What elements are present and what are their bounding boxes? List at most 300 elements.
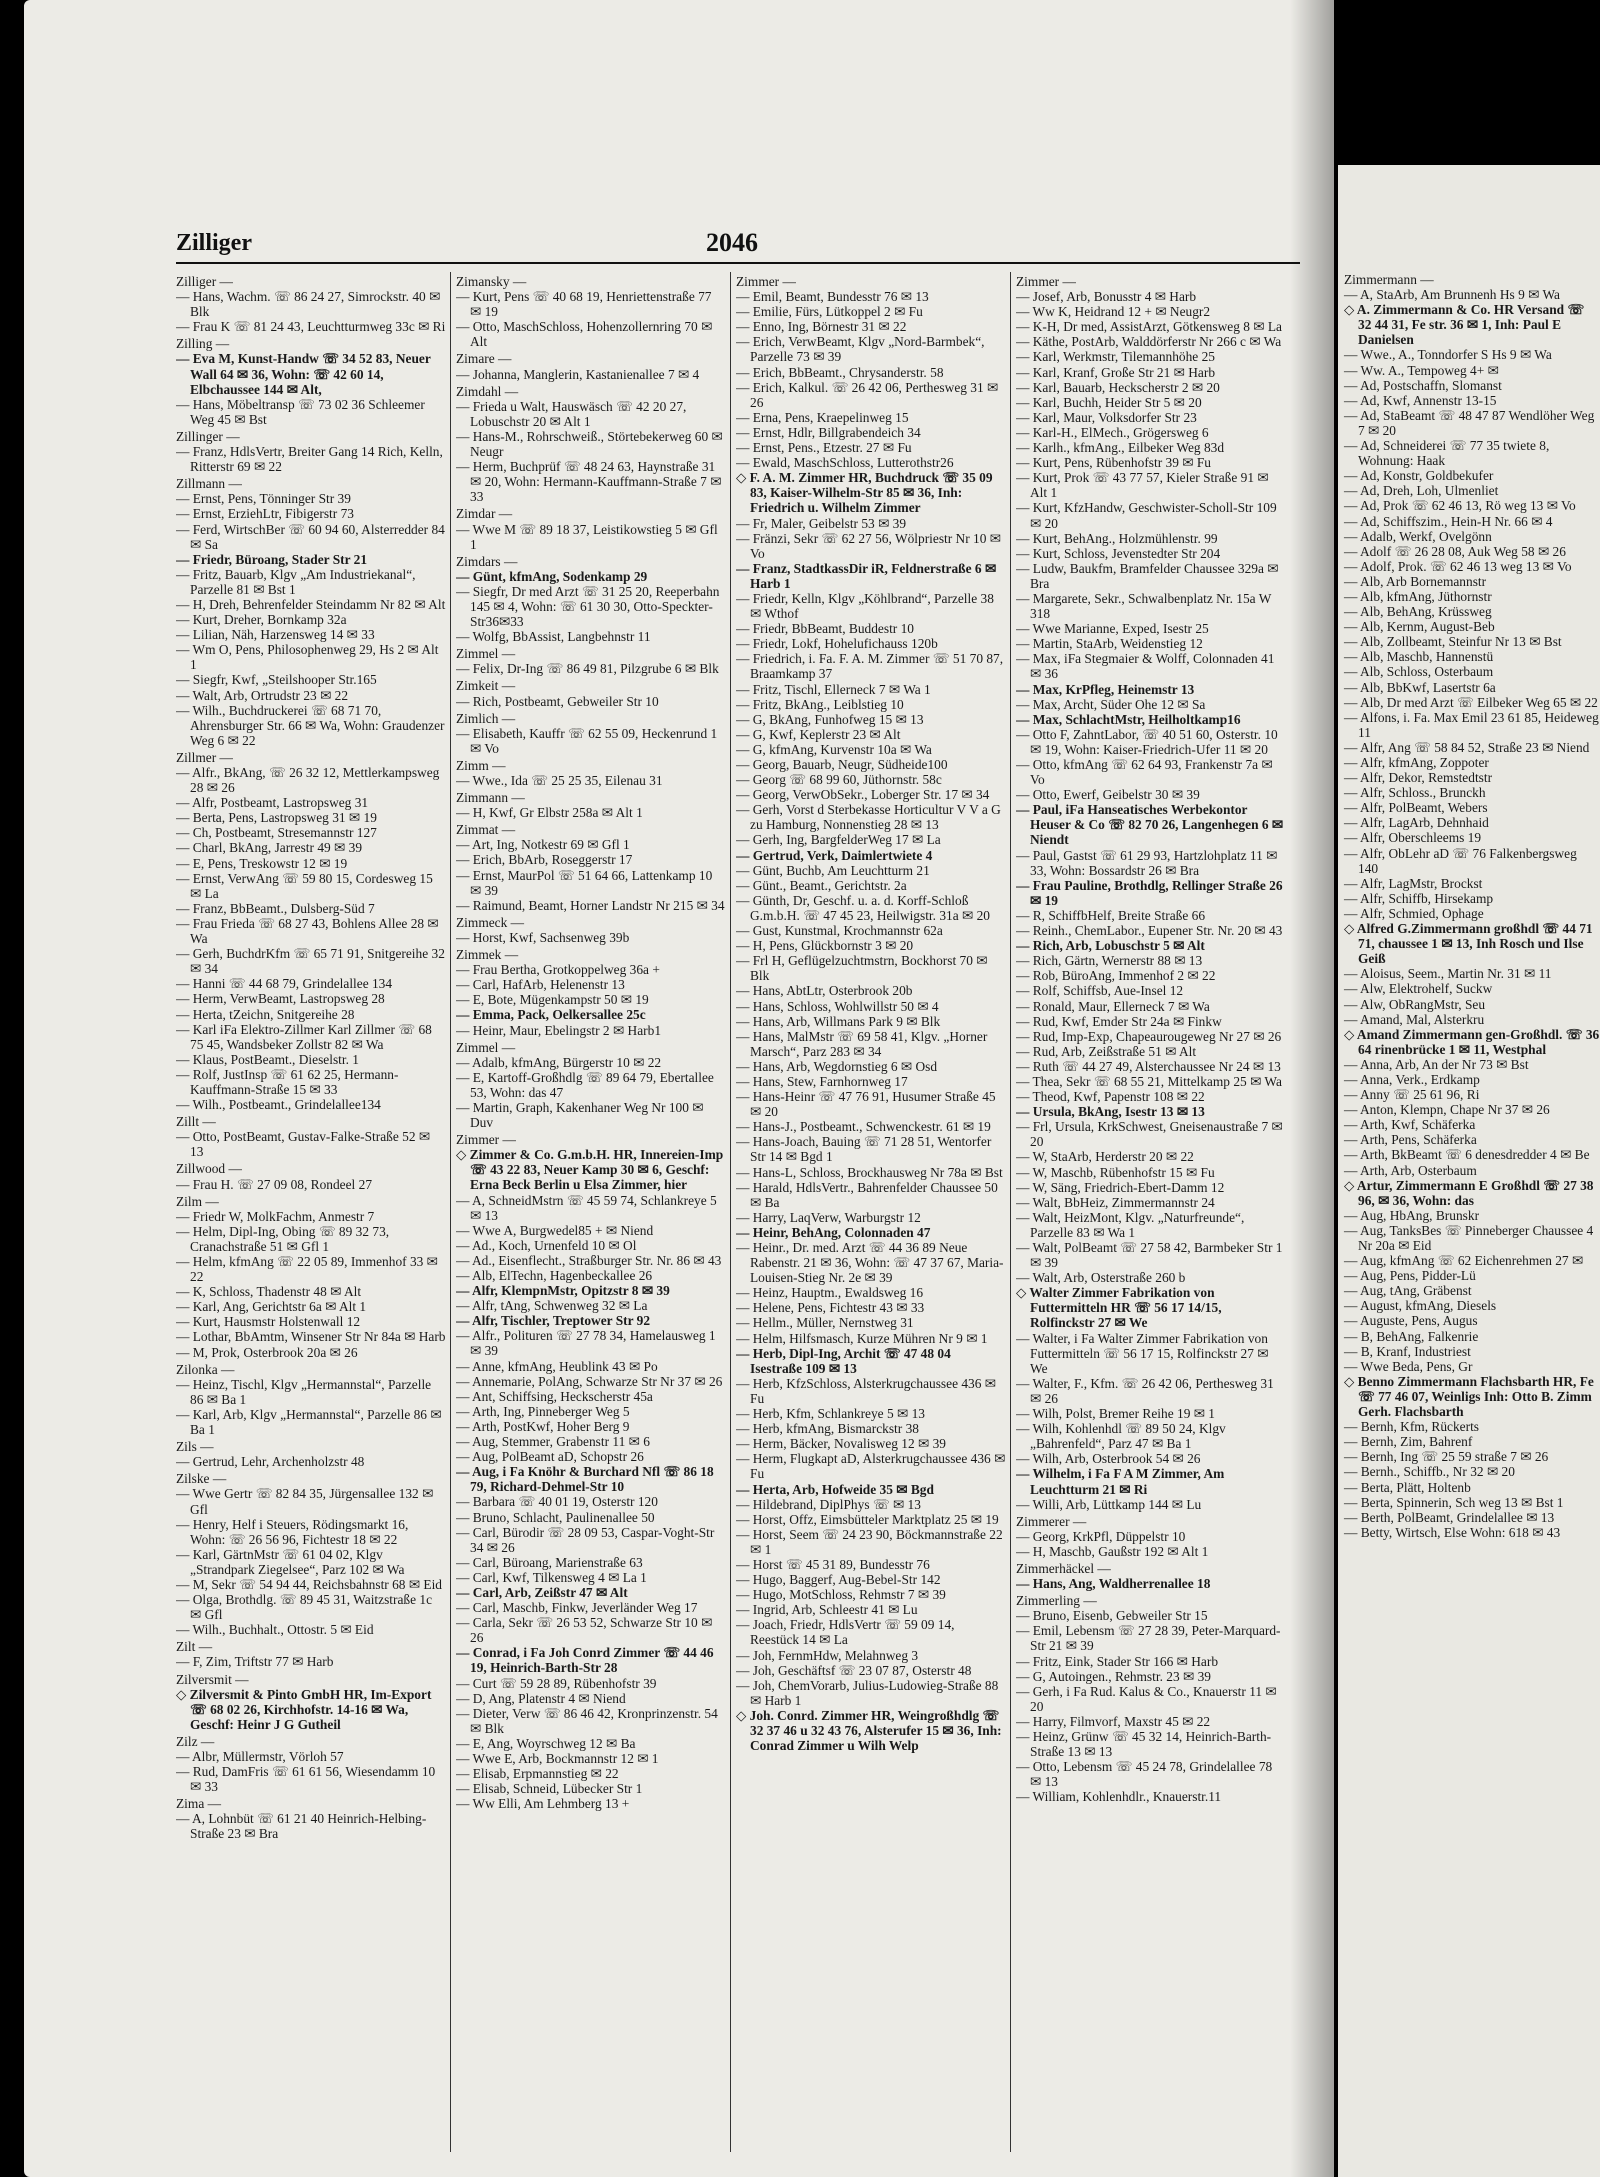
directory-entry: — Otto F, ZahntLabor, ☏ 40 51 60, Osterstr. 10 ✉ 19, Wohn: Kaiser-Friedrich-Ufer 11 ✉ 20 — [1016, 726, 1278, 757]
directory-entry: — Gerh, Vorst d Sterbekasse Horticultur V V a G zu Hamburg, Nonnenstieg 28 ✉ 13 — [736, 802, 1001, 833]
directory-entry: — Carl, Maschb, Finkw, Jeverländer Weg 17 — [456, 1600, 698, 1616]
directory-entry: — Ch, Postbeamt, Stresemannstr 127 — [176, 825, 377, 841]
directory-entry: — Heinr, Maur, Ebelingstr 2 ✉ Harb1 — [456, 1022, 662, 1038]
directory-entry: — Art, Ing, Notkestr 69 ✉ Gfl 1 — [456, 837, 630, 853]
directory-entry: — Ewald, MaschSchloss, Lutterothstr26 — [736, 455, 954, 471]
firm-entry: ◇ Zimmer & Co. G.m.b.H. HR, Innereien-Imp ☏ 43 22 83, Neuer Kamp 30 ✉ 6, Geschf: Erna Beck Berlin u Elsa Zimmer, hier — [456, 1147, 724, 1193]
directory-entry: — Gerh, BuchdrKfm ☏ 65 71 91, Snitgereihe 32 ✉ 34 — [176, 946, 445, 977]
surname-heading: Zimmerhäckel — — [1016, 1560, 1111, 1576]
right-page-column — [1344, 270, 1600, 1540]
directory-entry: — Alfr, LagArb, Dehnhaid — [1344, 815, 1489, 831]
running-head-name: Zilliger — [176, 230, 252, 256]
directory-entry: — Erich, BbArb, Roseggerstr 17 — [456, 852, 633, 868]
directory-entry: — Ad., Koch, Urnenfeld 10 ✉ Ol — [456, 1237, 637, 1253]
firm-entry: ◇ Artur, Zimmermann E Großhdl ☏ 27 38 96, ✉ 36, Wohn: das — [1344, 1177, 1594, 1208]
directory-entry: — Enno, Ing, Börnestr 31 ✉ 22 — [736, 319, 907, 335]
surname-heading: Zimmel — — [456, 646, 516, 662]
directory-entry: — Harry, Filmvorf, Maxstr 45 ✉ 22 — [1016, 1713, 1211, 1729]
directory-entry: — Albr, Müllermstr, Vörloh 57 — [176, 1749, 344, 1764]
directory-entry: — Fritz, Tischl, Ellerneck 7 ✉ Wa 1 — [736, 681, 931, 697]
directory-entry: — Kurt, Prok ☏ 43 77 57, Kieler Straße 91 ✉ Alt 1 — [1016, 470, 1269, 501]
directory-entry: — Ad, Schneiderei ☏ 77 35 twiete 8, Wohnung: Haak — [1344, 438, 1550, 469]
column-3 — [736, 272, 1006, 2162]
directory-entry: — Bruno, Eisenb, Gebweiler Str 15 — [1016, 1608, 1208, 1624]
directory-entry: — E, Bote, Mügenkampstr 50 ✉ 19 — [456, 992, 649, 1008]
directory-entry: — Ad, Konstr, Goldbekufer — [1344, 468, 1494, 484]
surname-heading: Zilliger — — [176, 274, 233, 289]
directory-entry: — Arth, BkBeamt ☏ 6 denesdredder 4 ✉ Be — [1344, 1147, 1590, 1163]
running-head — [176, 228, 1300, 264]
directory-entry: — Herm, Flugkapt aD, Alsterkrugchaussee 436 ✉ Fu — [736, 1451, 1006, 1482]
directory-entry: — Aug, TanksBes ☏ Pinneberger Chaussee 4 Nr 20a ✉ Eid — [1344, 1222, 1594, 1253]
directory-entry: — Ernst, Pens, Tönninger Str 39 — [176, 491, 351, 507]
directory-entry: — Emma, Pack, Oelkersallee 25c — [456, 1007, 646, 1023]
directory-entry: — Ww. A., Tempoweg 4+ ✉ — [1344, 362, 1499, 378]
directory-entry: — Walt, Arb, Ortrudstr 23 ✉ 22 — [176, 687, 349, 703]
firm-entry: ◇ Walter Zimmer Fabrikation von Futtermitteln HR ☏ 56 17 14/15, Rolfinckstr 27 ✉ We — [1016, 1285, 1222, 1331]
directory-entry: — Walter, F., Kfm. ☏ 26 42 06, Perthesweg 31 ✉ 26 — [1016, 1375, 1274, 1406]
directory-entry: — Ww K, Heidrand 12 + ✉ Neugr2 — [1016, 304, 1211, 320]
directory-entry: — Elisab, Schneid, Lübecker Str 1 — [456, 1781, 643, 1797]
directory-entry: — R, SchiffbHelf, Breite Straße 66 — [1016, 907, 1206, 923]
directory-entry: — Karlh., kfmAng., Eilbeker Weg 83d — [1016, 440, 1225, 456]
directory-entry: — Hans-L, Schloss, Brockhausweg Nr 78a ✉ Bst — [736, 1164, 1003, 1180]
directory-entry: — W, StaArb, Herderstr 20 ✉ 22 — [1016, 1149, 1194, 1165]
directory-entry: — Otto, PostBeamt, Gustav-Falke-Straße 52 ✉ 13 — [176, 1129, 431, 1160]
directory-entry: — Carl, Arb, Zeißstr 47 ✉ Alt — [456, 1584, 628, 1600]
firm-entry: ◇ Amand Zimmermann gen-Großhdl. ☏ 36 64 rinenbrücke 1 ✉ 11, Westphal — [1344, 1026, 1600, 1057]
directory-entry: — Anne, kfmAng, Heublink 43 ✉ Po — [456, 1358, 658, 1374]
directory-entry: — Alfr, Dekor, Remstedtstr — [1344, 770, 1493, 786]
directory-entry: — H, Maschb, Gaußstr 192 ✉ Alt 1 — [1016, 1543, 1209, 1559]
directory-entry: — Karl iFa Elektro-Zillmer Karl Zillmer ☏ 68 75 45, Wandsbeker Zollstr 82 ✉ Wa — [176, 1021, 432, 1052]
directory-entry: — Erich, Kalkul. ☏ 26 42 06, Perthesweg 31 ✉ 26 — [736, 379, 999, 410]
surname-heading: Zimmer — — [1016, 274, 1076, 289]
directory-entry: — Wilhelm, i Fa F A M Zimmer, Am Leuchtturm 21 ✉ Ri — [1016, 1466, 1225, 1497]
directory-entry: — Friedrich, i. Fa. F. A. M. Zimmer ☏ 51 70 87, Braamkamp 37 — [736, 651, 1004, 682]
directory-entry: — Heinz, Hauptm., Ewaldsweg 16 — [736, 1285, 924, 1301]
directory-entry: — Gerh, Ing, BargfelderWeg 17 ✉ La — [736, 832, 941, 848]
firm-entry: ◇ F. A. M. Zimmer HR, Buchdruck ☏ 35 09 83, Kaiser-Wilhelm-Str 85 ✉ 36, Inh: Friedrich u. Wilhelm Zimmer — [736, 470, 993, 516]
directory-entry: — Berta, Spinnerin, Sch weg 13 ✉ Bst 1 — [1344, 1494, 1564, 1510]
directory-entry: — Friedr, Lokf, Hohelufichauss 120b — [736, 636, 938, 652]
directory-entry: — Ernst, ErziehLtr, Fibigerstr 73 — [176, 506, 354, 522]
directory-entry: — Lilian, Näh, Harzensweg 14 ✉ 33 — [176, 627, 375, 643]
directory-entry: — Rich, Arb, Lobuschstr 5 ✉ Alt — [1016, 938, 1205, 954]
directory-entry: — Rich, Postbeamt, Gebweiler Str 10 — [456, 693, 659, 709]
directory-entry: — Wolfg, BbAssist, Langbehnstr 11 — [456, 629, 651, 645]
surname-heading: Zilonka — — [176, 1361, 235, 1377]
directory-entry: — Ronald, Maur, Ellerneck 7 ✉ Wa — [1016, 998, 1210, 1014]
directory-entry: — Emilie, Fürs, Lütkoppel 2 ✉ Fu — [736, 304, 923, 320]
firm-entry: ◇ Zilversmit & Pinto GmbH HR, Im-Export ☏ 68 02 26, Kirchhofstr. 14-16 ✉ Wa, Geschf: Heinr J G Gutheil — [176, 1686, 432, 1732]
directory-entry: — Carl, HafArb, Helenenstr 13 — [456, 977, 625, 993]
directory-entry: — Hans-Joach, Bauing ☏ 71 28 51, Wentorfer Str 14 ✉ Bgd 1 — [736, 1134, 992, 1165]
directory-entry: — Alb, Zollbeamt, Steinfur Nr 13 ✉ Bst — [1344, 634, 1562, 650]
directory-entry: — Arth, Ing, Pinneberger Weg 5 — [456, 1403, 630, 1419]
directory-entry: — G, kfmAng, Kurvenstr 10a ✉ Wa — [736, 741, 932, 757]
directory-entry: — Fritz, Eink, Stader Str 166 ✉ Harb — [1016, 1653, 1219, 1669]
surname-heading: Zimlich — — [456, 710, 516, 726]
directory-entry: — Otto, kfmAng ☏ 62 64 93, Frankenstr 7a ✉ Vo — [1016, 757, 1273, 788]
directory-entry: — Frau K ☏ 81 24 43, Leuchtturmweg 33c ✉ Ri — [176, 319, 446, 335]
directory-entry: — Kurt, Schloss, Jevenstedter Str 204 — [1016, 545, 1221, 561]
directory-entry: — Kurt, KfzHandw, Geschwister-Scholl-Str 109 ✉ 20 — [1016, 500, 1277, 531]
directory-entry: — Berta, Pens, Lastropsweg 31 ✉ 19 — [176, 810, 377, 826]
directory-entry: — Franz, BbBeamt., Dulsberg-Süd 7 — [176, 900, 375, 916]
directory-entry: — Thea, Sekr ☏ 68 55 21, Mittelkamp 25 ✉ Wa — [1016, 1073, 1282, 1089]
directory-entry: — Joh, ChemVorarb, Julius-Ludowieg-Straße 88 ✉ Harb 1 — [736, 1677, 999, 1708]
directory-entry: — Wwe., Ida ☏ 25 25 35, Eilenau 31 — [456, 773, 663, 788]
directory-entry: — Lothar, BbAmtm, Winsener Str Nr 84a ✉ Harb — [176, 1329, 446, 1345]
directory-entry: — Herm, Bäcker, Novalisweg 12 ✉ 39 — [736, 1436, 947, 1452]
column-2 — [456, 272, 726, 2162]
directory-entry: — Hans, Ang, Waldherrenallee 18 — [1016, 1576, 1211, 1592]
directory-entry: — Wwe Marianne, Exped, Isestr 25 — [1016, 621, 1209, 637]
directory-entry: — Alfr., BkAng, ☏ 26 32 12, Mettlerkampsweg 28 ✉ 26 — [176, 765, 440, 796]
directory-entry: — Alfr, kfmAng, Zoppoter — [1344, 755, 1489, 770]
directory-entry: — F, Zim, Triftstr 77 ✉ Harb — [176, 1654, 334, 1670]
surname-heading: Zils — — [176, 1439, 214, 1455]
directory-entry: — Max, iFa Stegmaier & Wolff, Colonnaden 41 ✉ 36 — [1016, 651, 1275, 682]
directory-entry: — Arth, Pens, Schäferka — [1344, 1132, 1477, 1148]
directory-entry: — Helene, Pens, Fichtestr 43 ✉ 33 — [736, 1300, 925, 1316]
directory-entry: — Horst, Kwf, Sachsenweg 39b — [456, 929, 630, 945]
directory-entry: — Kurt, Dreher, Bornkamp 32a — [176, 612, 347, 628]
directory-entry: — Hans, Möbeltransp ☏ 73 02 36 Schleemer Weg 45 ✉ Bst — [176, 396, 425, 427]
directory-entry: — Rud, Imp-Exp, Chapeaurougeweg Nr 27 ✉ 26 — [1016, 1028, 1282, 1044]
directory-entry: — Wm O, Pens, Philosophenweg 29, Hs 2 ✉ Alt 1 — [176, 642, 439, 673]
directory-entry: — Ad, Prok ☏ 62 46 13, Rö weg 13 ✉ Vo — [1344, 498, 1576, 514]
directory-entry: — H, Dreh, Behrenfelder Steindamm Nr 82 ✉ Alt — [176, 596, 446, 612]
directory-entry: — Erich, VerwBeamt, Klgv „Nord-Barmbek“, Parzelle 73 ✉ 39 — [736, 334, 985, 365]
directory-entry: — Frau H. ☏ 27 09 08, Rondeel 27 — [176, 1176, 373, 1192]
surname-heading: Zimm — — [456, 757, 506, 773]
directory-entry: — Karl, Bauarb, Heckscherstr 2 ✉ 20 — [1016, 379, 1220, 395]
directory-entry: — Günth, Dr, Geschf. u. a. d. Korff-Schloß G.m.b.H. ☏ 47 45 23, Heilwigstr. 31a ✉ 20 — [736, 892, 990, 923]
directory-entry: — Frieda u Walt, Hauswäsch ☏ 42 20 27, Lobuschstr 20 ✉ Alt 1 — [456, 398, 687, 429]
directory-entry: — Siegfr, Dr med Arzt ☏ 31 25 20, Reeperbahn 145 ✉ 4, Wohn: ☏ 61 30 30, Otto-Speckter-Str36✉33 — [456, 583, 720, 630]
directory-entry: — Ad, StaBeamt ☏ 48 47 87 Wendlöher Weg 7 ✉ 20 — [1344, 407, 1595, 438]
column-rule — [1010, 272, 1011, 2152]
directory-entry: — Paul, iFa Hanseatisches Werbekontor Heuser & Co ☏ 82 70 26, Langenhegen 6 ✉ Niendt — [1016, 802, 1284, 848]
right-page-heading: Zimmermann — — [1344, 272, 1434, 287]
directory-entry: — Kurt, BehAng., Holzmühlenstr. 99 — [1016, 530, 1218, 546]
directory-entry: — Alfr, PolBeamt, Webers — [1344, 800, 1488, 816]
directory-entry: — Karl, GärtnMstr ☏ 61 04 02, Klgv „Strandpark Ziegelsee“, Parz 102 ✉ Wa — [176, 1546, 405, 1577]
surname-heading: Zimmek — — [456, 947, 519, 963]
directory-entry: — K, Schloss, Thadenstr 48 ✉ Alt — [176, 1284, 362, 1300]
directory-entry: — Dieter, Verw ☏ 86 46 42, Kronprinzenstr. 54 ✉ Blk — [456, 1705, 718, 1736]
directory-entry: — H, Kwf, Gr Elbstr 258a ✉ Alt 1 — [456, 805, 643, 821]
directory-entry: — Ww Elli, Am Lehmberg 13 + — [456, 1796, 630, 1812]
directory-entry: — Ad, Kwf, Annenstr 13-15 — [1344, 392, 1497, 408]
surname-heading: Zillinger — — [176, 428, 240, 444]
right-page — [1338, 165, 1600, 2177]
directory-entry: — Walt, HeizMont, Klgv. „Naturfreunde“, Parzelle 83 ✉ Wa 1 — [1016, 1209, 1245, 1240]
directory-entry: — Georg, VerwObSekr., Loberger Str. 17 ✉ 34 — [736, 787, 990, 803]
directory-entry: — Friedr, BbBeamt, Buddestr 10 — [736, 621, 914, 637]
directory-entry: — G, BkAng, Funhofweg 15 ✉ 13 — [736, 711, 924, 727]
directory-entry: — Günt, Buchb, Am Leuchtturm 21 — [736, 862, 930, 878]
directory-entry: — Frl, Ursula, KrkSchwest, Gneisenaustraße 7 ✉ 20 — [1016, 1119, 1283, 1150]
directory-entry: — Georg ☏ 68 99 60, Jüthornstr. 58c — [736, 772, 942, 788]
directory-entry: — Alfr., Polituren ☏ 27 78 34, Hamelausweg 1 ✉ 39 — [456, 1328, 716, 1359]
directory-entry: — Alfr, Postbeamt, Lastropsweg 31 — [176, 795, 369, 811]
directory-entry: — Fränzi, Sekr ☏ 62 27 56, Wölpriestr Nr 10 ✉ Vo — [736, 530, 1001, 561]
directory-entry: — Aug, Stemmer, Grabenstr 11 ✉ 6 — [456, 1434, 650, 1450]
directory-entry: — Ernst, Pens., Etzestr. 27 ✉ Fu — [736, 440, 912, 456]
surname-heading: Zimdars — — [456, 553, 518, 569]
directory-entry: — Ad, Schiffszim., Hein-H Nr. 66 ✉ 4 — [1344, 513, 1553, 529]
directory-entry: — Günt., Beamt., Gerichtstr. 2a — [736, 877, 907, 893]
directory-entry: — Fritz, Bauarb, Klgv „Am Industriekanal“, Parzelle 81 ✉ Bst 1 — [176, 566, 416, 597]
page-number: 2046 — [706, 228, 758, 257]
directory-entry: — Herb, Dipl-Ing, Archit ☏ 47 48 04 Isestraße 109 ✉ 13 — [736, 1345, 951, 1376]
surname-heading: Zillt — — [176, 1114, 216, 1130]
directory-entry: — Charl, BkAng, Jarrestr 49 ✉ 39 — [176, 840, 363, 856]
surname-heading: Zilling — — [176, 336, 230, 352]
directory-entry: — Alb, BehAng, Krüssweg — [1344, 604, 1492, 620]
surname-heading: Zimmel — — [456, 1039, 516, 1055]
directory-entry: — Hans, Arb, Wegdornstieg 6 ✉ Osd — [736, 1058, 938, 1074]
firm-entry: ◇ Alfred G.Zimmermann großhdl ☏ 44 71 71, chaussee 1 ✉ 13, Inh Rosch und Ilse Geiß — [1344, 921, 1593, 967]
directory-entry: — Karl, Buchh, Heider Str 5 ✉ 20 — [1016, 394, 1202, 410]
directory-entry: — Gerh, i Fa Rud. Kalus & Co., Knauerstr 11 ✉ 20 — [1016, 1683, 1277, 1714]
surname-heading: Zillwood — — [176, 1161, 242, 1177]
surname-heading: Zimmann — — [456, 790, 525, 806]
directory-entry: — A, StaArb, Am Brunnenh Hs 9 ✉ Wa — [1344, 287, 1560, 303]
directory-entry: — Helm, Hilfsmasch, Kurze Mühren Nr 9 ✉ 1 — [736, 1330, 988, 1346]
directory-entry: — Wilh., Buchhalt., Ottostr. 5 ✉ Eid — [176, 1622, 374, 1638]
directory-entry: — Carl, Kwf, Tilkensweg 4 ✉ La 1 — [456, 1569, 647, 1585]
directory-entry: — Alw, ObRangMstr, Seu — [1344, 996, 1486, 1012]
directory-entry: — Adalb, Werkf, Ovelgönn — [1344, 528, 1492, 544]
directory-entry: — K-H, Dr med, AssistArzt, Götkensweg 8 ✉ La — [1016, 319, 1282, 335]
directory-entry: — Hildebrand, DiplPhys ☏ ✉ 13 — [736, 1496, 921, 1512]
directory-entry: — Alfr, Schloss., Brunckh — [1344, 785, 1486, 801]
directory-entry: — Alb, kfmAng, Jüthornstr — [1344, 588, 1492, 604]
directory-entry: — Heinr., Dr. med. Arzt ☏ 44 36 89 Neue Rabenstr. 21 ✉ 36, Wohn: ☏ 47 37 67, Maria-Louisen-Stieg Nr. 2e ✉ 39 — [736, 1240, 1004, 1286]
directory-entry: — Georg, Bauarb, Neugr, Südheide100 — [736, 757, 948, 772]
directory-entry: — Conrad, i Fa Joh Conrd Zimmer ☏ 44 46 19, Heinrich-Barth-Str 28 — [456, 1645, 714, 1676]
directory-entry: — Adolf ☏ 26 28 08, Auk Weg 58 ✉ 26 — [1344, 543, 1566, 559]
directory-entry: — Johanna, Manglerin, Kastanienallee 7 ✉ 4 — [456, 366, 700, 382]
column-4 — [1016, 272, 1286, 2162]
directory-entry: — Wwe Gertr ☏ 82 84 35, Jürgensallee 132 ✉ Gfl — [176, 1486, 434, 1517]
directory-entry: — A, SchneidMstrn ☏ 45 59 74, Schlankreye 5 ✉ 13 — [456, 1192, 717, 1223]
directory-entry: — Rud, DamFris ☏ 61 61 56, Wiesendamm 10 ✉ 33 — [176, 1764, 436, 1795]
page-gutter-shadow — [1290, 0, 1338, 2177]
directory-entry: — Carl, Bürodir ☏ 28 09 53, Caspar-Voght-Str 34 ✉ 26 — [456, 1524, 715, 1555]
directory-entry: — Rud, Kwf, Emder Str 24a ✉ Finkw — [1016, 1013, 1222, 1029]
directory-entry: — Rolf, Schiffsb, Aue-Insel 12 — [1016, 983, 1184, 999]
directory-entry: — Alfr, KlempnMstr, Opitzstr 8 ✉ 39 — [456, 1283, 670, 1299]
directory-entry: — Kurt, Pens, Rübenhofstr 39 ✉ Fu — [1016, 455, 1211, 471]
directory-entry: — Anna, Verk., Erdkamp — [1344, 1071, 1480, 1087]
directory-entry: — Elisabeth, Kauffr ☏ 62 55 09, Heckenrund 1 ✉ Vo — [456, 725, 718, 756]
directory-entry: — Wilh., Postbeamt., Grindelallee134 — [176, 1097, 381, 1113]
firm-entry: ◇ A. Zimmermann & Co. HR Versand ☏ 32 44 31, Fe str. 36 ✉ 1, Inh: Paul E Danielsen — [1344, 302, 1585, 348]
directory-entry: — Karl, Werkmstr, Tilemannhöhe 25 — [1016, 349, 1215, 365]
directory-entry: — Aug, tAng, Gräbenst — [1344, 1283, 1472, 1299]
directory-entry: — Auguste, Pens, Augus — [1344, 1313, 1478, 1329]
directory-entry: — Hans, Stew, Farnhornweg 17 — [736, 1073, 908, 1089]
directory-entry: — Bernh, Zim, Bahrenf — [1344, 1434, 1473, 1450]
directory-entry: — Heinz, Grünw ☏ 45 32 14, Heinrich-Barth-Straße 13 ✉ 13 — [1016, 1729, 1272, 1760]
directory-entry: — Gust, Kunstmal, Krochmannstr 62a — [736, 923, 943, 939]
directory-entry: — Amand, Mal, Alsterkru — [1344, 1011, 1485, 1027]
directory-entry: — Hans, MalMstr ☏ 69 58 41, Klgv. „Horner Marsch“, Parz 283 ✉ 34 — [736, 1028, 988, 1059]
directory-entry: — Heinr, BehAng, Colonnaden 47 — [736, 1224, 931, 1240]
directory-entry: — Anny ☏ 25 61 96, Ri — [1344, 1087, 1480, 1103]
directory-entry: — Herta, tZeichn, Snitgereihe 28 — [176, 1006, 355, 1022]
directory-entry: — Wwe Beda, Pens, Gr — [1344, 1358, 1473, 1374]
directory-entry: — Alw, Elektrohelf, Suckw — [1344, 981, 1493, 997]
directory-entry: — Aug, i Fa Knöhr & Burchard Nfl ☏ 86 18 79, Richard-Dehmel-Str 10 — [456, 1464, 714, 1495]
directory-entry: — Ad, Dreh, Loh, Ulmenliet — [1344, 483, 1499, 499]
directory-entry: — August, kfmAng, Diesels — [1344, 1298, 1497, 1314]
surname-heading: Zilz — — [176, 1733, 215, 1749]
directory-entry: — Erich, BbBeamt., Chrysanderstr. 58 — [736, 364, 944, 380]
directory-entry: — Fr, Maler, Geibelstr 53 ✉ 39 — [736, 515, 907, 531]
directory-entry: — Ernst, MaurPol ☏ 51 64 66, Lattenkamp 10 ✉ 39 — [456, 867, 713, 898]
directory-entry: — Walt, BbHeiz, Zimmermannstr 24 — [1016, 1194, 1215, 1210]
directory-entry: — Herb, Kfm, Schlankreye 5 ✉ 13 — [736, 1406, 925, 1422]
directory-entry: — Aug, kfmAng ☏ 62 Eichenrehmen 27 ✉ — [1344, 1253, 1584, 1269]
surname-heading: Zimare — — [456, 351, 512, 367]
directory-entry: — Raimund, Beamt, Horner Landstr Nr 215 ✉ 34 — [456, 897, 725, 913]
directory-entry: — Frau Frieda ☏ 68 27 43, Bohlens Allee 28 ✉ Wa — [176, 915, 439, 947]
directory-entry: — Rud, Arb, Zeißstraße 51 ✉ Alt — [1016, 1043, 1197, 1059]
directory-entry: — Hans, AbtLtr, Osterbrook 20b — [736, 983, 913, 999]
surname-heading: Zilm — — [176, 1193, 219, 1209]
directory-entry: — Helm, kfmAng ☏ 22 05 89, Immenhof 33 ✉ 22 — [176, 1254, 438, 1285]
directory-entry: — Alfr, Schmied, Ophage — [1344, 905, 1484, 921]
directory-entry: — Elisab, Erpmannstieg ✉ 22 — [456, 1766, 619, 1782]
directory-entry: — Otto, Ewerf, Geibelstr 30 ✉ 39 — [1016, 787, 1200, 803]
directory-entry: — Emil, Beamt, Bundesstr 76 ✉ 13 — [736, 289, 929, 305]
directory-entry: — Erna, Pens, Kraepelinweg 15 — [736, 409, 909, 425]
directory-entry: — Aloisus, Seem., Martin Nr. 31 ✉ 11 — [1344, 966, 1552, 982]
directory-entry: — Aug, Pens, Pidder-Lü — [1344, 1268, 1476, 1284]
directory-entry: — Ruth ☏ 44 27 49, Alsterchaussee Nr 24 ✉ 13 — [1016, 1058, 1281, 1074]
directory-entry: — Wwe., A., Tonndorfer S Hs 9 ✉ Wa — [1344, 347, 1552, 363]
directory-entry: — Wilh., Buchdruckerei ☏ 68 71 70, Ahrensburger Str. 66 ✉ Wa, Wohn: Graudenzer Weg 6 ✉ 22 — [176, 702, 445, 748]
directory-entry: — Günt, kfmAng, Sodenkamp 29 — [456, 568, 648, 584]
surname-heading: Zillmann — — [176, 476, 242, 492]
directory-entry: — Hans-J., Postbeamt., Schwenckestr. 61 ✉ 19 — [736, 1119, 991, 1135]
directory-entry: — Karl, Kranf, Große Str 21 ✉ Harb — [1016, 364, 1216, 380]
directory-entry: — Alfr, tAng, Schwenweg 32 ✉ La — [456, 1298, 648, 1314]
directory-entry: — Hanni ☏ 44 68 79, Grindelallee 134 — [176, 976, 393, 992]
directory-entry: — Frau Bertha, Grotkoppelweg 36a + — [456, 962, 660, 978]
directory-entry: — Bruno, Schlacht, Paulinenallee 50 — [456, 1509, 655, 1525]
surname-heading: Zilversmit — — [176, 1671, 249, 1687]
directory-entry: — Rich, Gärtn, Wernerstr 88 ✉ 13 — [1016, 953, 1203, 969]
directory-entry: — Friedr, Kelln, Klgv „Köhlbrand“, Parzelle 38 ✉ Wthof — [736, 590, 994, 622]
surname-heading: Zimmerer — — [1016, 1513, 1087, 1529]
directory-entry: — E, Pens, Treskowstr 12 ✉ 19 — [176, 855, 348, 871]
directory-entry: — Paul, Gastst ☏ 61 29 93, Hartzlohplatz 11 ✉ 33, Wohn: Bossardstr 26 ✉ Bra — [1016, 847, 1278, 878]
directory-entry: — Wilh, Polst, Bremer Reihe 19 ✉ 1 — [1016, 1406, 1216, 1422]
surname-heading: Zima — — [176, 1796, 221, 1812]
directory-entry: — Georg, KrkPfl, Düppelstr 10 — [1016, 1528, 1186, 1544]
directory-entry: — G, Kwf, Keplerstr 23 ✉ Alt — [736, 726, 901, 742]
directory-entry: — Herb, kfmAng, Bismarckstr 38 — [736, 1421, 919, 1437]
surname-heading: Zimansky — — [456, 274, 527, 289]
surname-heading: Zillmer — — [176, 749, 233, 765]
directory-entry: — Otto, Lebensm ☏ 45 24 78, Grindelallee 78 ✉ 13 — [1016, 1759, 1273, 1790]
directory-entry: — Joh, FernmHdw, Melahnweg 3 — [736, 1647, 919, 1663]
directory-entry: — Adalb, kfmAng, Bürgerstr 10 ✉ 22 — [456, 1054, 662, 1070]
directory-entry: — Rob, BüroAng, Immenhof 2 ✉ 22 — [1016, 968, 1216, 984]
directory-entry: — Max, KrPfleg, Heinemstr 13 — [1016, 681, 1195, 697]
directory-entry: — Annemarie, PolAng, Schwarze Str Nr 37 ✉ 26 — [456, 1373, 723, 1389]
directory-entry: — Alfr, Tischler, Treptower Str 92 — [456, 1313, 651, 1329]
directory-entry: — Max, Archt, Süder Ohe 12 ✉ Sa — [1016, 696, 1206, 712]
directory-entry: — Harald, HdlsVertr., Bahrenfelder Chaussee 50 ✉ Ba — [736, 1179, 998, 1210]
directory-entry: — Ad., Eisenflecht., Straßburger Str. Nr. 86 ✉ 43 — [456, 1252, 722, 1268]
directory-entry: — Gertrud, Verk, Daimlertwiete 4 — [736, 847, 933, 863]
directory-entry: — Eva M, Kunst-Handw ☏ 34 52 83, Neuer Wall 64 ✉ 36, Wohn: ☏ 42 60 14, Elbchaussee 144 ✉ Alt, — [176, 351, 431, 397]
surname-heading: Zimmer — — [736, 274, 796, 289]
directory-entry: — Aug, PolBeamt aD, Schopstr 26 — [456, 1449, 644, 1465]
directory-entry: — Karl, Arb, Klgv „Hermannstal“, Parzelle 86 ✉ Ba 1 — [176, 1406, 442, 1438]
directory-entry: — Heinz, Tischl, Klgv „Hermannstal“, Parzelle 86 ✉ Ba 1 — [176, 1376, 432, 1407]
directory-entry: — Bernh, Ing ☏ 25 59 straße 7 ✉ 26 — [1344, 1449, 1549, 1465]
firm-entry: ◇ Benno Zimmermann Flachsbarth HR, Fe ☏ 77 46 07, Weinligs Inh: Otto B. Zimm Gerh. Flachsbarth — [1344, 1373, 1594, 1420]
directory-entry: — Carla, Sekr ☏ 26 53 52, Schwarze Str 10 ✉ 26 — [456, 1615, 713, 1646]
directory-entry: — Alb, Arb Bornemannstr — [1344, 573, 1487, 589]
directory-entry: — Walt, PolBeamt ☏ 27 58 42, Barmbeker Str 1 ✉ 39 — [1016, 1240, 1283, 1271]
directory-entry: — Ernst, VerwAng ☏ 59 80 15, Cordesweg 15 ✉ La — [176, 870, 433, 901]
directory-entry: — Wwe A, Burgwedel85 + ✉ Niend — [456, 1222, 654, 1238]
directory-entry: — Hans, Arb, Willmans Park 9 ✉ Blk — [736, 1013, 941, 1029]
directory-entry: — Hans-Heinr ☏ 47 76 91, Husumer Straße 45 ✉ 20 — [736, 1089, 996, 1120]
directory-entry: — Joach, Friedr, HdlsVertr ☏ 59 09 14, Reestück 14 ✉ La — [736, 1617, 955, 1648]
directory-entry: — Betty, Wirtsch, Else Wohn: 618 ✉ 43 — [1344, 1524, 1561, 1540]
directory-entry: — Hans, Schloss, Wohlwillstr 50 ✉ 4 — [736, 998, 939, 1014]
directory-entry: — Ad, Postschaffn, Slomanst — [1344, 377, 1502, 393]
directory-entry: — Ferd, WirtschBer ☏ 60 94 60, Alsterredder 84 ✉ Sa — [176, 521, 445, 552]
directory-entry: — Alfr, Ang ☏ 58 84 52, Straße 23 ✉ Niend — [1344, 739, 1590, 755]
directory-entry: — Karl-H., ElMech., Grögersweg 6 — [1016, 424, 1209, 440]
directory-entry: — Karl, Maur, Volksdorfer Str 23 — [1016, 409, 1197, 425]
directory-entry: — Bernh, Kfm, Rückerts — [1344, 1419, 1479, 1435]
directory-entry: — Henry, Helf i Steuers, Rödingsmarkt 16, Wohn: ☏ 26 56 96, Fichtestr 18 ✉ 22 — [176, 1516, 409, 1547]
directory-entry: — Klaus, PostBeamt., Dieselstr. 1 — [176, 1051, 359, 1067]
directory-entry: — Hugo, MotSchloss, Rehmstr 7 ✉ 39 — [736, 1587, 946, 1603]
directory-entry: — Rolf, JustInsp ☏ 61 62 25, Hermann-Kauffmann-Straße 15 ✉ 33 — [176, 1066, 399, 1097]
directory-entry: — Felix, Dr-Ing ☏ 86 49 81, Pilzgrube 6 ✉ Blk — [456, 661, 719, 677]
directory-entry: — Willi, Arb, Lüttkamp 144 ✉ Lu — [1016, 1496, 1202, 1512]
directory-entry: — Adolf, Prok. ☏ 62 46 13 weg 13 ✉ Vo — [1344, 558, 1572, 574]
directory-entry: — Alb, Dr med Arzt ☏ Eilbeker Weg 65 ✉ 22 — [1344, 694, 1598, 710]
directory-entry: — Gertrud, Lehr, Archenholzstr 48 — [176, 1454, 365, 1470]
directory-entry: — Anna, Arb, An der Nr 73 ✉ Bst — [1344, 1056, 1529, 1072]
directory-entry: — Ant, Schiffsing, Heckscherstr 45a — [456, 1388, 653, 1404]
directory-entry: — Siegfr, Kwf, „Steilshooper Str.165 — [176, 672, 377, 688]
directory-entry: — Alb, ElTechn, Hagenbeckallee 26 — [456, 1268, 653, 1283]
directory-entry: — Alb, BbKwf, Lasertstr 6a — [1344, 679, 1496, 695]
directory-entry: — Berta, Plätt, Holtenb — [1344, 1479, 1471, 1495]
directory-entry: — E, Kartoff-Großhdlg ☏ 89 64 79, Ebertallee 53, Wohn: das 47 — [456, 1069, 714, 1100]
directory-entry: — Arth, PostKwf, Hoher Berg 9 — [456, 1418, 630, 1434]
directory-entry: — Harry, LaqVerw, Warburgstr 12 — [736, 1209, 921, 1225]
directory-entry: — Friedr, Büroang, Stader Str 21 — [176, 551, 368, 567]
directory-entry: — Horst, Offz, Eimsbütteler Marktplatz 25 ✉ 19 — [736, 1511, 999, 1527]
